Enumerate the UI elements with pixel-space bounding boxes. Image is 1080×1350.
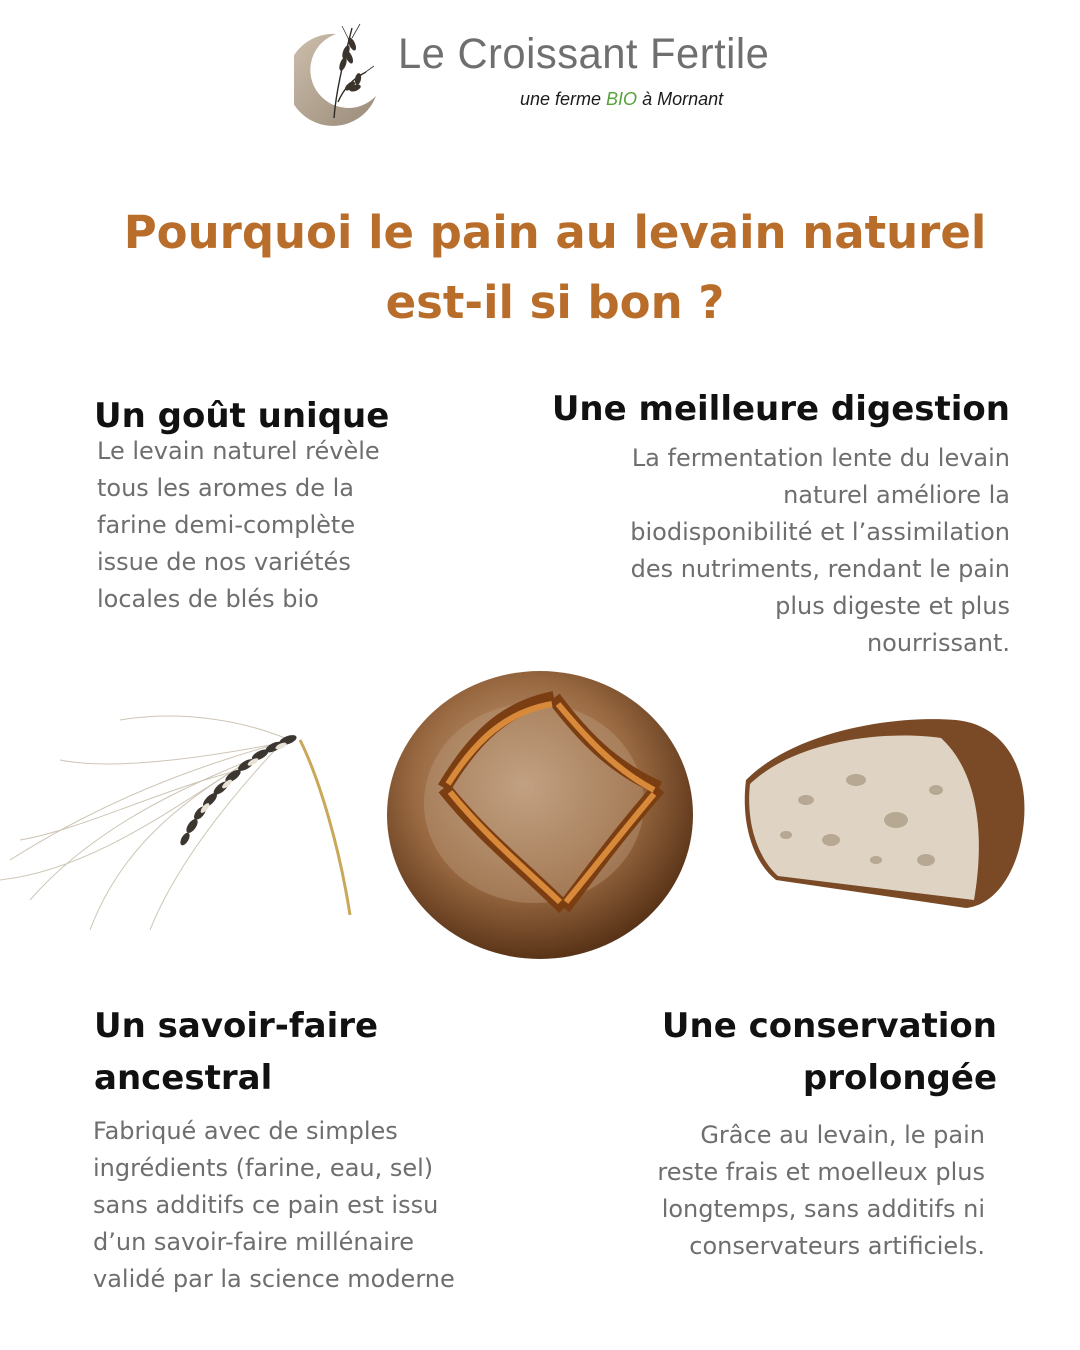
heading-line: Un savoir-faire [94, 1006, 379, 1046]
section-body-savoir-faire [93, 1113, 513, 1298]
body-line: La fermentation lente du levain [631, 444, 1010, 472]
body-line: tous les aromes de la [97, 474, 355, 502]
body-line: longtemps, sans additifs ni [661, 1195, 985, 1223]
wheat-ear-image [0, 700, 360, 940]
body-line: des nutriments, rendant le pain [630, 555, 1010, 583]
body-line: Le levain naturel révèle [97, 437, 380, 465]
body-line: sans additifs ce pain est issu [93, 1191, 439, 1219]
heading-line: Une conservation [661, 1006, 997, 1046]
page-title-line-1: Pourquoi le pain au levain naturel [123, 206, 987, 259]
section-body-conservation [590, 1117, 985, 1265]
section-heading-digestion: Une meilleure digestion [551, 389, 1010, 429]
section-body-gout [97, 433, 427, 618]
tagline-suffix: à Mornant [637, 89, 724, 109]
tagline-prefix: une ferme [520, 89, 607, 109]
body-line: Grâce au levain, le pain [700, 1121, 985, 1149]
body-line: farine demi-complète [97, 511, 356, 539]
body-line: Fabriqué avec de simples [93, 1117, 398, 1145]
wheat-crescent-logo-icon [294, 22, 386, 126]
brand-tagline [520, 89, 723, 110]
body-line: d’un savoir-faire millénaire [93, 1228, 415, 1256]
heading-line: prolongée [802, 1058, 997, 1098]
section-body-digestion [560, 440, 1010, 662]
body-line: issue de nos variétés [97, 548, 351, 576]
page-title [60, 198, 1050, 338]
body-line: locales de blés bio [97, 585, 319, 613]
body-line: reste frais et moelleux plus [657, 1158, 985, 1186]
section-heading-savoir-faire [94, 1000, 378, 1104]
brand-name: Le Croissant Fertile [398, 30, 770, 78]
round-sourdough-loaf-image [384, 668, 696, 962]
section-heading-gout: Un goût unique [94, 396, 390, 436]
body-line: plus digeste et plus [775, 592, 1010, 620]
heading-line: ancestral [94, 1058, 273, 1098]
tagline-bio: BIO [606, 89, 638, 109]
body-line: nourrissant. [866, 629, 1010, 657]
body-line: ingrédients (farine, eau, sel) [93, 1154, 434, 1182]
body-line: validé par la science moderne [93, 1265, 455, 1293]
page-title-line-2: est-il si bon ? [385, 276, 725, 329]
half-sourdough-loaf-image [736, 710, 1028, 910]
body-line: biodisponibilité et l’assimilation [630, 518, 1010, 546]
section-heading-conservation [560, 1000, 997, 1104]
body-line: naturel améliore la [783, 481, 1010, 509]
body-line: conservateurs artificiels. [689, 1232, 985, 1260]
